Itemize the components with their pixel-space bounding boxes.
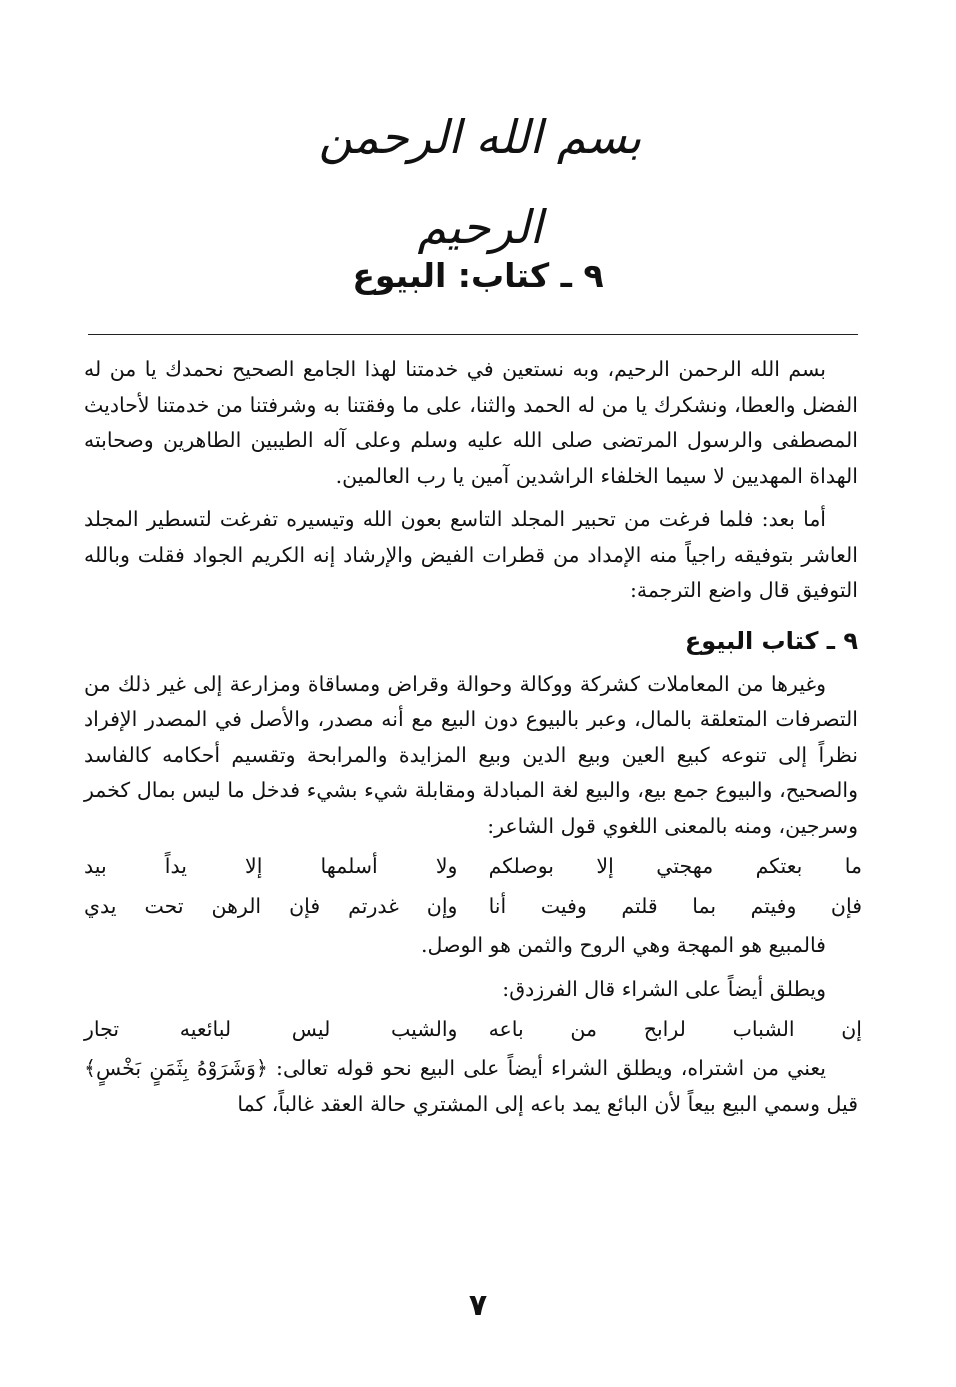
verse-first-hemistich: ما بعتكم مهجتي إلا بوصلكم (488, 854, 862, 878)
last-paragraph: يعني من اشتراه، ويطلق الشراء أيضاً على البيع نحو قوله تعالى: ﴿وَشَرَوْهُ بِثَمَنٍ بَخْسٍ﴾ قيل وسمي البيع بيعاً لأن البائع يمد باعه إلى المشتري حالة العقد غالباً، كما (84, 1056, 858, 1116)
verse-second-hemistich: ولا أسلمها إلا يداً بيد (84, 854, 458, 878)
section-heading: ٩ ـ كتاب البيوع (684, 626, 858, 655)
verse-line (84, 1011, 862, 1047)
verse-first-hemistich: إن الشباب لرابح من باعه (488, 1017, 862, 1041)
intro-paragraph-2: أما بعد: فلما فرغت من تحبير المجلد التاسع بعون الله وتيسيره تفرغت لتسطير المجلد العاشر بتوفيقه راجياً منه الإمداد من قطرات الفيض والإرشاد إنه الكريم الجواد فقلت وبالله التوفيق قال واضع الترجمة: (84, 507, 858, 602)
verse-first-hemistich: فإن وفيتم بما قلتم وفيت أنا (488, 894, 862, 918)
basmala-text: بسم الله الرحمن الرحيم (318, 110, 642, 254)
intro-paragraph-1: بسم الله الرحمن الرحيم، وبه نستعين في خدمتنا لهذا الجامع الصحيح نحمدك يا من له الفضل والعطا، ونشكرك يا من له الحمد والثنا، على ما وفقتنا به وشرفتنا من خدمتنا لأحاديث المصطفى والرسول المرتضى صلى الله عليه وسلم وعلى آله الطيبين الطاهرين وصحابته الهداة المهديين لا سيما الخلفاء الراشدين آمين يا رب العالمين. (84, 357, 858, 488)
main-text (84, 352, 862, 1122)
title-divider (88, 334, 858, 335)
verse-line (84, 848, 862, 884)
after-verses-paragraph: فالمبيع هو المهجة وهي الروح والثمن هو الوصل. (421, 933, 826, 957)
farazdaq-intro-paragraph: ويطلق أيضاً على الشراء قال الفرزدق: (502, 976, 826, 1001)
main-paragraph: وغيرها من المعاملات كشركة ووكالة وحوالة وقراض ومساقاة ومزارعة إلى غير ذلك من التصرفات المتعلقة بالمال، وعبر بالبيوع دون البيع مع أنه مصدر، والأصل في المصدر الإفراد نظراً إلى تنوعه كبيع العين وبيع الدين وبيع المزايدة والمرابحة وتقسيم أحكامه كالفاسد والصحيح، والبيوع جمع بيع، والبيع لغة المبادلة ومقابلة شيء بشيء فدخل ما ليس بمال كخمر وسرجين، ومنه بالمعنى اللغوي قول الشاعر: (84, 671, 858, 838)
basmala-calligraphy (300, 92, 660, 254)
book-title: ٩ ـ كتاب: البيوع (352, 256, 604, 295)
page-number: ٧ (468, 1288, 488, 1323)
verse-second-hemistich: والشيب ليس لبائعيه تجار (84, 1017, 458, 1041)
verse-line (84, 888, 862, 924)
verse-second-hemistich: وإن غدرتم فإن الرهن تحت يدي (84, 894, 458, 918)
